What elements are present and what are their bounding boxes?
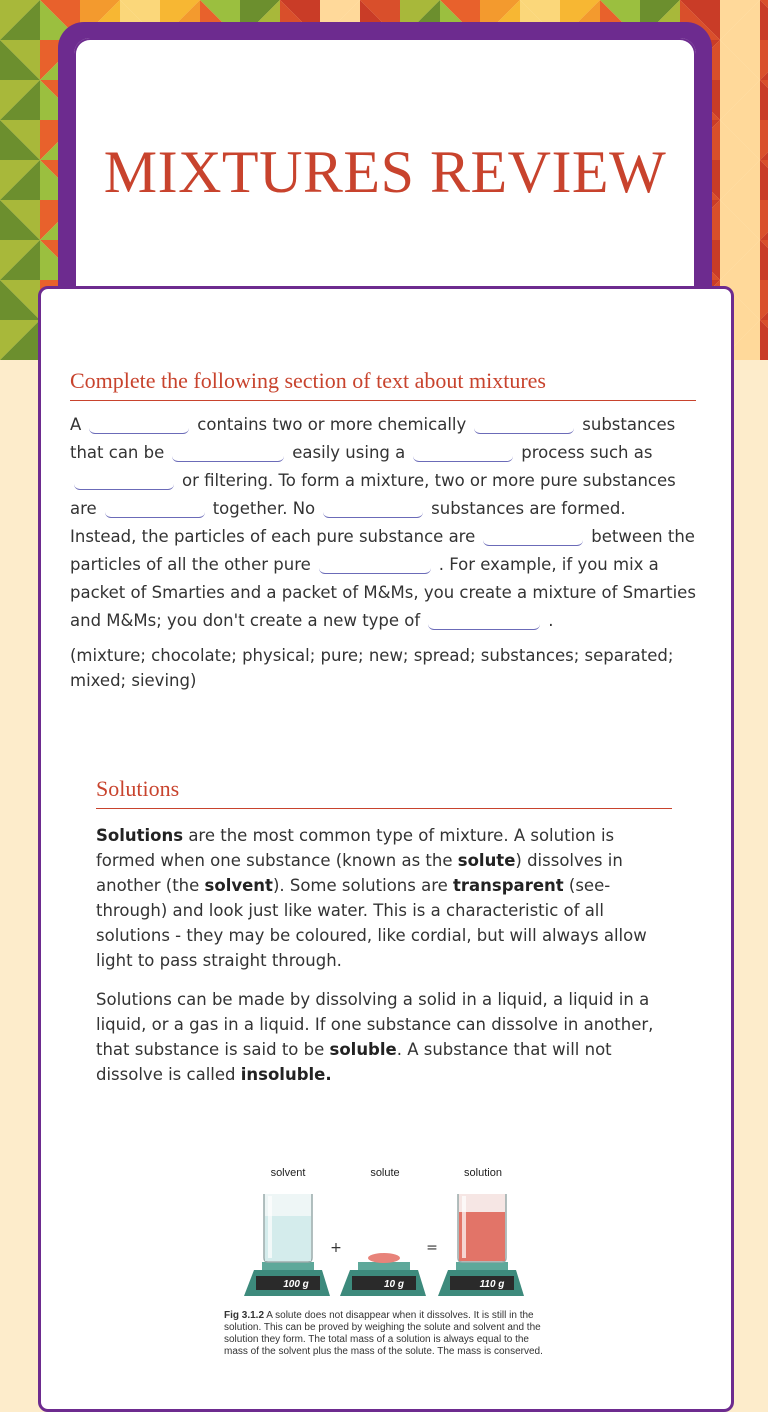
text-segment: . A substance that will not dissolve is called: [96, 1040, 612, 1084]
text-segment: that can be: [70, 443, 165, 462]
text-segment: (see-through) and look just like water. This is a characteristic of all solutions - they may be coloured, like cordial, but will always allow light to pass straight through.: [96, 876, 647, 970]
blank-input-7[interactable]: [323, 501, 423, 518]
text-segment: ) dissolves in another (the: [96, 851, 623, 895]
blank-input-6[interactable]: [105, 501, 205, 518]
blank-input-3[interactable]: [172, 445, 284, 462]
word-bank: (mixture; chocolate; physical; pure; new; spread; substances; separated; mixed; sieving): [70, 646, 674, 690]
caption-label: Fig 3.1.2: [224, 1310, 265, 1321]
bold-term: soluble: [329, 1040, 397, 1059]
equals-sign: =: [426, 1240, 438, 1256]
reading-solvent: 100 g: [283, 1279, 309, 1290]
text-segment: the particles of all the other pure: [70, 527, 695, 574]
fill-in-section: [70, 368, 696, 693]
paragraph: [96, 987, 672, 1087]
bold-term: Solutions: [96, 826, 184, 845]
section-heading: Complete the following section of text about mixtures: [70, 368, 696, 401]
text-segment: substances: [582, 415, 676, 434]
bold-term: solvent: [204, 876, 273, 895]
blank-input-1[interactable]: [89, 417, 189, 434]
figure-illustration: [224, 1160, 544, 1300]
text-segment: between: [591, 527, 663, 546]
blank-input-10[interactable]: [428, 613, 540, 630]
fill-in-text: [70, 411, 696, 635]
bold-term: insoluble.: [240, 1065, 332, 1084]
figure-caption: [224, 1310, 544, 1358]
reading-solution: 110 g: [479, 1279, 505, 1290]
paragraph: [96, 823, 672, 973]
bold-term: solute: [457, 851, 516, 870]
text-segment: process such as: [521, 443, 653, 462]
text-segment: ). Some solutions are: [272, 876, 454, 895]
text-segment: together. No: [212, 499, 316, 518]
section-heading: Solutions: [96, 776, 672, 809]
text-segment: .: [548, 611, 554, 630]
blank-input-4[interactable]: [413, 445, 513, 462]
solutions-section: [96, 776, 672, 1087]
text-segment: easily using a: [292, 443, 406, 462]
text-segment: substances are formed.: [431, 499, 626, 518]
blank-input-9[interactable]: [319, 557, 431, 574]
scale-solution: [438, 1194, 524, 1296]
text-segment: Solutions can be made by dissolving a solid in a liquid, a liquid in a liquid, or a gas in a liquid. If one substance can dissolve in another, that substance is said to be: [96, 990, 654, 1059]
text-segment: contains two or more chemically: [197, 415, 467, 434]
label-solution: solution: [464, 1167, 502, 1179]
label-solvent: solvent: [270, 1167, 306, 1179]
page-title: MIXTURES REVIEW: [103, 139, 667, 205]
solution-figure: [224, 1160, 544, 1358]
text-segment: or filtering. To form a mixture, two or more pure substances: [182, 471, 676, 490]
text-segment: are: [70, 499, 97, 518]
text-segment: are the most common type of mixture. A solution is formed when one substance (known as the: [96, 826, 615, 870]
reading-solute: 10 g: [383, 1279, 405, 1290]
scale-solute: [340, 1253, 426, 1296]
text-segment: . For example, if you mix a packet of Smarties and a packet of M&Ms, you create a mixture of Smarties and M&Ms; you don't create a new type of: [70, 555, 696, 630]
blank-input-5[interactable]: [74, 473, 174, 490]
text-segment: A: [70, 415, 82, 434]
blank-input-2[interactable]: [474, 417, 574, 434]
text-segment: Instead, the particles of each pure substance are: [70, 527, 476, 546]
label-solute: solute: [370, 1167, 400, 1179]
bold-term: transparent: [453, 876, 564, 895]
blank-input-8[interactable]: [483, 529, 583, 546]
plus-sign: +: [330, 1240, 342, 1256]
scale-solvent: [244, 1194, 330, 1296]
caption-text: A solute does not disappear when it dissolves. It is still in the solution. This can be proved by weighing the solute and solvent and the solution they form. The total mass of a solution is always equal to the mass of the solvent plus the mass of the solute. The mass is conserved.: [224, 1310, 543, 1357]
